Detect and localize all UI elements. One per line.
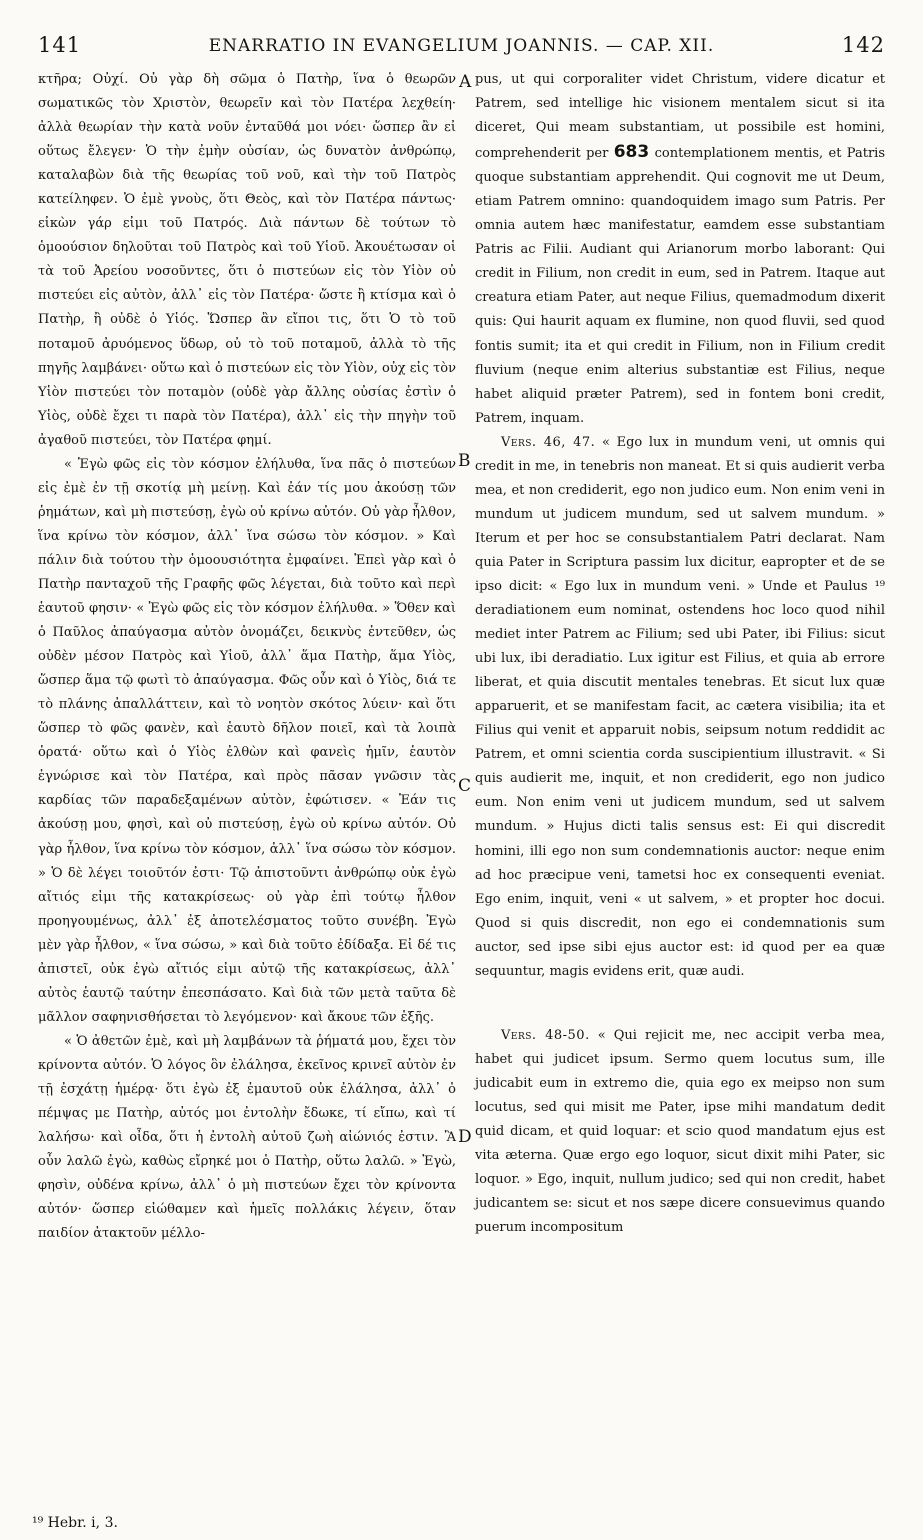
running-title: ENARRATIO IN EVANGELIUM JOANNIS. — CAP. XII. [208,36,715,56]
latin-column [475,68,885,1240]
greek-paragraph-2: « Ἐγὼ φῶς εἰς τὸν κόσμον ἐλήλυθα, ἵνα πᾶς ὁ πιστεύων εἰς ἐμὲ ἐν τῇ σκοτίᾳ μὴ μείνῃ. Καὶ ἐάν τίς μου ἀκούσῃ τῶν ῥημάτων, καὶ μὴ πιστεύσῃ, ἐγὼ οὐ κρίνω αὐτόν. Οὐ γὰρ ἦλθον, ἵνα κρίνω τὸν κόσμον, ἀλλ᾽ ἵνα σώσω τὸν κόσμον. » Καὶ πάλιν διὰ τούτου τὴν ὁμοουσιότητα ἐμφαίνει. Ἐπεὶ γὰρ καὶ ὁ Πατὴρ πανταχοῦ τῆς Γραφῆς φῶς λέγεται, διὰ τοῦτο καὶ περὶ ἑαυτοῦ φησιν· « Ἐγὼ φῶς εἰς τὸν κόσμον ἐλήλυθα. » Ὅθεν καὶ ὁ Παῦλος ἀπαύγασμα αὐτὸν ὀνομάζει, δεικνὺς ἐντεῦθεν, ὡς οὐδὲν μέσον Πατρὸς καὶ Υἱοῦ, ἀλλ᾽ ἅμα Πατὴρ, ἅμα Υἱὸς, ὥσπερ ἅμα τῷ φωτὶ τὸ ἀπαύγασμα. Φῶς οὖν καὶ ὁ Υἱὸς, διά τε τὸ πλάνης ἀπαλλάττειν, καὶ τὸ νοητὸν σκότος λύειν· καὶ ὅτι ὥσπερ τὸ φῶς φανὲν, καὶ ἑαυτὸ δῆλον ποιεῖ, καὶ τὰ λοιπὰ ὁρατά· οὕτω καὶ ὁ Υἱὸς ἐλθὼν καὶ φανεὶς ἡμῖν, ἑαυτὸν ἐγνώρισε καὶ τὸν Πατέρα, καὶ πρὸς πᾶσαν γνῶσιν τὰς καρδίας τῶν παραδεξαμένων αὐτὸν, ἐφώτισεν. « Ἐάν τις ἀκούσῃ μου, φησὶ, καὶ οὐ πιστεύσῃ, ἐγὼ οὐ κρίνω αὐτόν. Οὐ γὰρ ἦλθον, ἵνα κρίνω τὸν κόσμον, ἀλλ᾽ ἵνα σώσω τὸν κόσμον. » Ὁ δὲ λέγει τοιοῦτόν ἐστι· Τῷ ἀπιστοῦντι ἀνθρώπῳ οὐκ ἐγὼ αἴτιός εἰμι τῆς κατακρίσεως· οὐ γὰρ ἐπὶ τούτῳ ἦλθον προηγουμένως, ἀλλ᾽ ἐξ ἀποτελέσματος τοῦτο συνέβη. Ἐγὼ μὲν γὰρ ἦλθον, « ἵνα σώσω, » καὶ διὰ τοῦτο ἐδίδαξα. Εἰ δέ τις ἀπιστεῖ, οὐκ ἐγὼ αἴτιός εἰμι αὐτῷ τῆς κατακρίσεως, ἀλλ᾽ αὐτὸς ἑαυτῷ ταύτην ἐπεσπάσατο. Καὶ διὰ τῶν μετὰ ταῦτα δὲ μᾶλλον σαφηνισθήσεται τὸ λεγόμενον· καὶ ἄκουε τῶν ἑξῆς. [38,456,456,1025]
latin-paragraph-2-text: « Ego lux in mundum veni, ut omnis qui credit in me, in tenebris non maneat. Et si quis audierit verba mea, et non crediderit, ego non judico eum. Non enim veni in mundum ut judicem mundum, sed ut salvem mundum. » Iterum et per hoc se consubstantialem Patri declarat. Nam quia Pater in Scriptura passim lux dicitur, eapropter et de se ipso dicit: « Ego lux in mundum veni. » Unde et Paulus ¹⁹ deradiationem eum nominat, ostendens hoc loco quod nihil mediet inter Patrem ac Filium; sed ubi Pater, ibi Filius: sicut ubi lux, ibi deradiatio. Lux igitur est Filius, et quia ab errore liberat, et quia discutit mentales tenebras. Et sicut lux quæ apparuerit, et se manifestam facit, ac cætera visibilia; ita et Filius qui venit et apparuit nobis, seipsum notum reddidit ac Patrem, et omni scientia corda suscipientium illustravit. « Si quis audierit me, inquit, et non crediderit, ego non judico eum. Non enim veni ut judicem mundum, sed ut salvem mundum. » Hujus dicti talis sensus est: Ei qui discredit homini, illi ego non sum condemnationis auctor: neque enim ad hoc præcipue veni, tametsi hoc ex consequenti eveniat. Ego enim, inquit, veni « ut salvem, » et propter hoc docui. Quod si quis discredit, non ego ei condemnationis sum auctor, sed ipse sibi ejus auctor est: id quod per ea quæ sequuntur, magis evidens erit, quæ audi. [475,434,885,979]
page-number-left: 141 [38,33,82,57]
latin-paragraph-1 [475,68,885,431]
greek-column [38,68,456,1246]
column-number: 683 [613,142,650,163]
margin-marker-b: B [458,451,471,471]
latin-paragraph-1-end: contemplationem mentis, et Patris quoque substantiam apprehendit. Qui cognovit me ut Deum, etiam Patrem omnino: quandoquidem imago sum Patris. Per omnia autem hæc manifestatur, eamdem esse substantiam Patris ac Filii. Audiant qui Arianorum morbo laborant: Qui credit in Filium, non credit in eum, sed in Patrem. Itaque aut creatura etiam Pater, aut neque Filius, quemadmodum dixerit quis: Qui haurit aquam ex flumine, non quod fluvii, sed quod fontis sumit; ita et qui credit in Filium, non in Filium credit fluvium (neque enim alterius substantiæ est Filius, neque habet aliquid præter Patrem), sed in fontem boni credit, Patrem, inquam. [475,146,885,426]
margin-marker-c: C [458,776,472,796]
latin-paragraph-2 [475,431,885,984]
latin-paragraph-3-text: « Qui rejicit me, nec accipit verba mea, habet qui judicet ipsum. Sermo quem locutus sum, ille judicabit eum in extremo die, quia ego ex meipso non sum locutus, sed qui misit me Pater, ipse mihi mandatum dedit quid dicam, et quid loquar: et scio quod mandatum ejus est vita æterna. Quæ ergo ego loquor, sicut dixit mihi Pater, sic loquor. » Ego, inquit, nullum judico; sed qui non credit, habet judicantem se: sicut et nos sæpe dicere consuevimus quando puerum incompositum [475,1027,885,1236]
greek-paragraph-3: « Ὁ ἀθετῶν ἐμὲ, καὶ μὴ λαμβάνων τὰ ῥήματά μου, ἔχει τὸν κρίνοντα αὐτόν. Ὁ λόγος ὃν ἐλάλησα, ἐκεῖνος κρινεῖ αὐτὸν ἐν τῇ ἐσχάτῃ ἡμέρᾳ· ὅτι ἐγὼ ἐξ ἐμαυτοῦ οὐκ ἐλάλησα, ἀλλ᾽ ὁ πέμψας με Πατὴρ, αὐτός μοι ἐντολὴν ἔδωκε, τί εἴπω, καὶ τί λαλήσω· καὶ οἶδα, ὅτι ἡ ἐντολὴ αὐτοῦ ζωὴ αἰώνιός ἐστιν. Ἃ οὖν λαλῶ ἐγὼ, καθὼς εἴρηκέ μοι ὁ Πατὴρ, οὕτω λαλῶ. » Ἐγὼ, φησὶν, οὐδένα κρίνω, ἀλλ᾽ ὁ μὴ πιστεύων ἔχει τὸν κρίνοντα αὐτόν· ὥσπερ εἰώθαμεν καὶ ἡμεῖς πολλάκις λέγειν, ὅταν παιδίον ἀτακτοῦν μέλλο- [38,1033,456,1242]
page-header [0,0,923,68]
verse-label-46-47: Vers. 46, 47. [501,434,596,450]
page-number-right: 142 [841,33,885,57]
footnote: ¹⁹ Hebr. i, 3. [32,1515,118,1531]
latin-paragraph-3 [475,1024,885,1240]
margin-marker-d: D [458,1127,472,1147]
margin-marker-a: A [459,72,472,92]
greek-paragraph-1: κτῆρα; Οὐχί. Οὐ γὰρ δὴ σῶμα ὁ Πατὴρ, ἵνα ὁ θεωρῶν σωματικῶς τὸν Χριστὸν, θεωρεῖν καὶ τὸν Πατέρα λεχθείη· ἀλλὰ θεωρίαν τὴν κατὰ νοῦν ἐνταῦθά μοι νόει· ὥσπερ ἂν εἰ οὕτως ἔλεγεν· Ὁ τὴν ἐμὴν οὐσίαν, ὡς δυνατὸν ἀνθρώπῳ, καταλαβὼν διὰ τῆς θεωρίας τοῦ νοῦ, καὶ τὴν τοῦ Πατρὸς κατείληφεν. Ὁ ἐμὲ γνοὺς, ὅτι Θεὸς, καὶ τὸν Πατέρα πάντως· εἰκὼν γάρ εἰμι τοῦ Πατρός. Διὰ πάντων δὲ τούτων τὸ ὁμοούσιον δηλοῦται τοῦ Πατρὸς καὶ τοῦ Υἱοῦ. Ἀκουέτωσαν οἱ τὰ τοῦ Ἀρείου νοσοῦντες, ὅτι ὁ πιστεύων εἰς τὸν Υἱὸν οὐ πιστεύει εἰς αὐτὸν, ἀλλ᾽ εἰς τὸν Πατέρα· ὥστε ἢ κτίσμα καὶ ὁ Πατὴρ, ἢ οὐδὲ ὁ Υἱός. Ὥσπερ ἂν εἴποι τις, ὅτι Ὁ τὸ τοῦ ποταμοῦ ἀρυόμενος ὕδωρ, οὐ τὸ τοῦ ποταμοῦ, ἀλλὰ τὸ τῆς πηγῆς λαμβάνει· οὕτω καὶ ὁ πιστεύων εἰς τὸν Υἱὸν, οὐχ εἰς τὸν Υἱὸν πιστεύει τὸν ποταμὸν (οὐδὲ γὰρ ἄλλης οὐσίας ἐστὶν ὁ Υἱὸς, οὐδὲ ἔχει τι παρὰ τὸν Πατέρα), ἀλλ᾽ εἰς τὴν πηγὴν τοῦ ἀγαθοῦ πιστεύει, τὸν Πατέρα φημί. [38,72,456,448]
latin-paragraph-1-start: pus, ut qui corporaliter videt Christum, videre dicatur et Patrem, sed intellige hic visionem mentalem sicut si ita diceret, Qui meam substantiam, ut possibile est homini, comprehenderit per [475,72,885,162]
verse-label-48-50: Vers. 48-50. [501,1027,590,1043]
